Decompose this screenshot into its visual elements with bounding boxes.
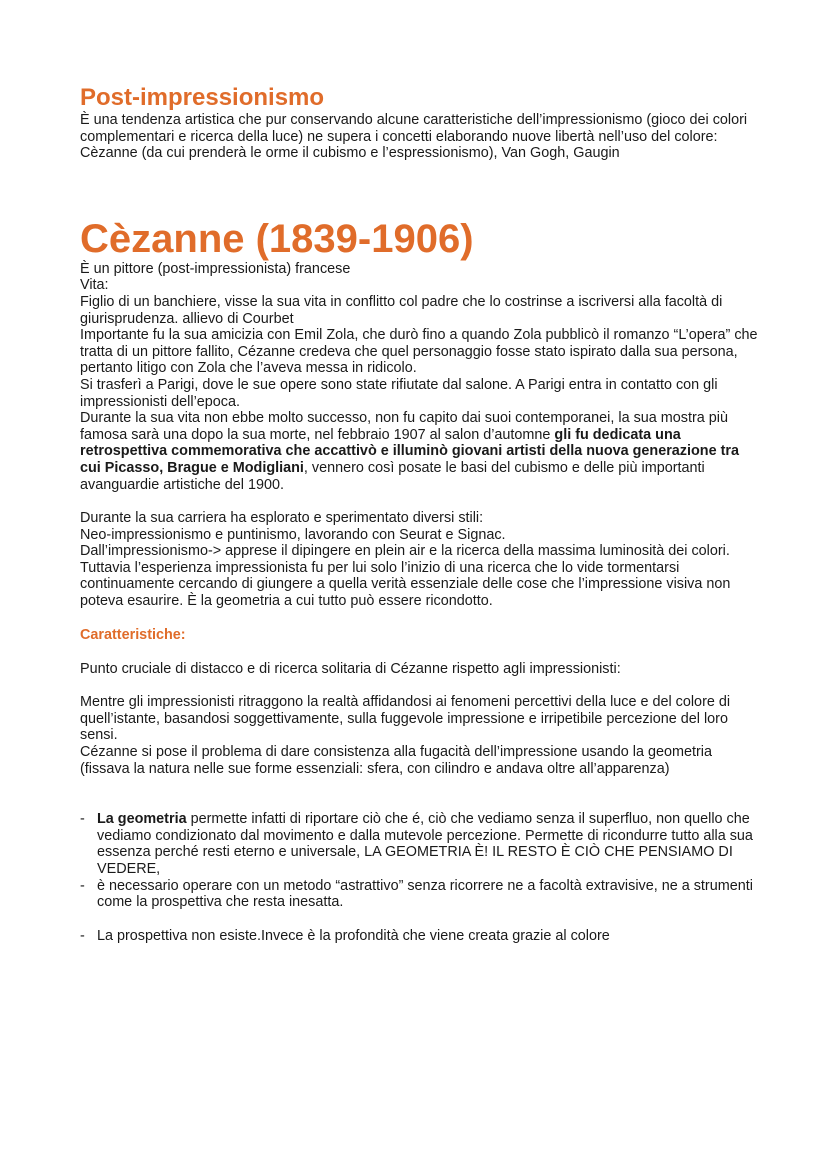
stili-tuttavia: Tuttavia l’esperienza impressionista fu per lui solo l’inizio di una ricerca che lo vide tormentarsi continuamente cercando di giungere a quella verità essenziale delle cose che l’impressione visiva non poteva esaurire. È la geometria a cui tutto può essere ricondotto. — [80, 559, 731, 610]
caratteristiche-p3: Cézanne si pose il problema di dare consistenza alla fugacità dell’impressione usando la geometria (fissava la natura nelle sue forme essenziali: sfera, con cilindro e andava oltre all’apparenza) — [80, 744, 712, 777]
stili-neo-impressionismo: Neo-impressionismo e puntinismo, lavorando con Seurat e Signac. — [80, 526, 506, 543]
vita-paragraph-3: Si trasferì a Parigi, dove le sue opere sono state rifiutate dal salone. A Parigi entra in contatto con gli impressionisti dell’epoca. — [80, 376, 718, 410]
vita-p4-bold: gli fu dedicata una retrospettiva commemorativa che accattivò e illuminò giovani artisti della nuova generazione tra cui Picasso, Brague e Modigliani — [80, 426, 739, 476]
bullet1-bold: La geometria — [97, 811, 187, 828]
stili-intro: Durante la sua carriera ha esplorato e sperimentato diversi stili: — [80, 510, 484, 527]
caratteristiche-list — [80, 811, 760, 944]
caratteristiche-p2: Mentre gli impressionisti ritraggono la realtà affidandosi ai fenomeni percettivi della luce e del colore di quell’istante, basandosi soggettivamente, sulla fuggevole impressione e irripetibile percezione del loro sensi. — [80, 694, 731, 744]
bullet2-text: è necessario operare con un metodo “astrattivo” senza ricorrere ne a facoltà extravisive, ne a strumenti come la prospettiva che resta inesatta. — [97, 877, 753, 911]
vita-label: Vita: — [80, 277, 109, 294]
stili-impressionismo: Dall’impressionismo-> apprese il dipingere en plein air e la ricerca della massima luminosità dei colori. — [80, 543, 730, 560]
document-page — [80, 84, 760, 944]
bullet3-text: La prospettiva non esiste.Invece è la profondità che viene creata grazie al colore — [97, 927, 610, 944]
vita-paragraph-4 — [80, 410, 760, 493]
post-impressionismo-body: È una tendenza artistica che pur conservando alcune caratteristiche dell’impressionismo (gioco dei colori complementari e ricerca della luce) ne supera i concetti elaborando nuove libertà nell’uso del colore: Cèzanne (da cui prenderà le orme il cubismo e l’espressionismo), Van Gogh, Gaugin — [80, 112, 748, 162]
dash-bullet: - — [80, 811, 85, 828]
list-item-geometria — [80, 811, 760, 877]
vita-p4-end: , vennero così posate le basi del cubismo e delle più importanti avanguardie artistiche del 1900. — [80, 459, 705, 493]
section-title-post-impressionismo: Post-impressionismo — [80, 84, 325, 111]
vita-paragraph-1: Figlio di un banchiere, visse la sua vita in conflitto col padre che lo costrinse a iscriversi alla facoltà di giurisprudenza. allievo di Courbet — [80, 293, 723, 327]
dash-bullet: - — [80, 877, 85, 894]
cezanne-intro: È un pittore (post-impressionista) francese — [80, 260, 351, 277]
vita-paragraph-2: Importante fu la sua amicizia con Emil Zola, che durò fino a quando Zola pubblicò il romanzo “L’opera” che tratta di un pittore fallito, Cézanne credeva che quel personaggio fosse stato ispirato dalla sua persona, pertanto litigo con Zola che l’aveva messa in ridicolo. — [80, 327, 758, 377]
dash-bullet: - — [80, 927, 85, 944]
section-title-caratteristiche: Caratteristiche: — [80, 626, 186, 643]
bullet1-text: permette infatti di riportare ciò che é, ciò che vediamo senza il superfluo, non quello che vediamo condizionato dal movimento e dalla mutevole percezione. Permette di ricondurre tutto alla sua essenza perché resti eterno e universale, LA GEOMETRIA È! IL RESTO È CIÒ CHE PENSIAMO DI VEDERE, — [97, 811, 753, 877]
list-item-prospettiva — [80, 928, 760, 945]
vita-p4-start: Durante la sua vita non ebbe molto successo, non fu capito dai suoi contemporanei, la sua mostra più famosa sarà una dopo la sua morte, nel febbraio 1907 al salon d’automne — [80, 410, 728, 443]
caratteristiche-p1: Punto cruciale di distacco e di ricerca solitaria di Cézanne rispetto agli impressionisti: — [80, 660, 621, 677]
list-item-metodo — [80, 878, 760, 911]
section-title-cezanne: Cèzanne (1839-1906) — [80, 216, 474, 261]
